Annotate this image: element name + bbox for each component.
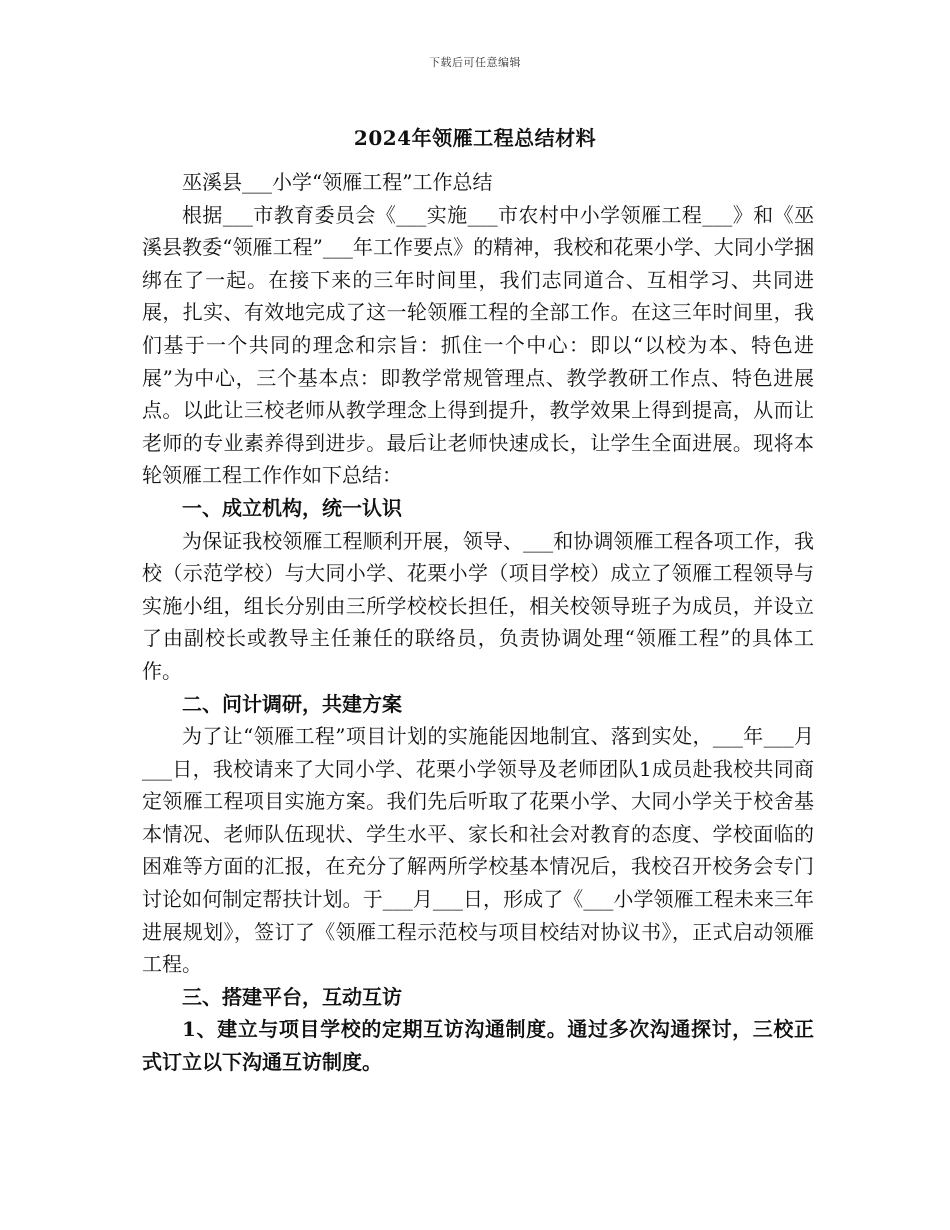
section-heading-1: 一、成立机构，统一认识 [182,495,402,520]
section-2-paragraph: 为了让“领雁工程”项目计划的实施能因地制宜、落到实处，___年___月___日，我校请来了大同小学、花栗小学领导及老师团队1成员赴我校共同商定领雁工程项目实施方案。我们先后听取了花栗小学、大同小学关于校舍基本情况、老师队伍现状、学生水平、家长和社会对教育的态度、学校面临的困难等方面的汇报，在充分了解两所学校基本情况后，我校召开校务会专门讨论如何制定帮扶计划。于___月___日，形成了《___小学领雁工程未来三年进展规划》，签订了《领雁工程示范校与项目校结对协议书》，正式启动领雁工程。 [142,724,814,977]
intro-paragraph: 根据___市教育委员会《___实施___市农村中小学领雁工程___》和《巫溪县教委“领雁工程”___年工作要点》的精神，我校和花栗小学、大同小学捆绑在了一起。在接下来的三年时间里，我们志同道合、互相学习、共同进展，扎实、有效地完成了这一轮领雁工程的全部工作。在这三年时间里，我们基于一个共同的理念和宗旨：抓住一个中心：即以“以校为本、特色进展”为中心，三个基本点：即教学常规管理点、教学教研工作点、特色进展点。以此让三校老师从教学理念上得到提升，教学效果上得到提高，从而让老师的专业素养得到进步。最后让老师快速成长，让学生全面进展。现将本轮领雁工程工作作如下总结： [142,202,814,488]
document-body [142,166,814,1079]
header-note: 下载后可任意编辑 [429,56,521,69]
section-1-paragraph: 为保证我校领雁工程顺利开展，领导、___和协调领雁工程各项工作，我校（示范学校）与大同小学、花栗小学（项目学校）成立了领雁工程领导与实施小组，组长分别由三所学校校长担任，相关校领导班子为成员，并设立了由副校长或教导主任兼任的联络员，负责协调处理“领雁工程”的具体工作。 [142,528,814,683]
document-title: 2024年领雁工程总结材料 [353,126,597,150]
section-heading-2: 二、问计调研，共建方案 [182,691,402,716]
section-3-item-1: 1、建立与项目学校的定期互访沟通制度。通过多次沟通探讨，三校正式订立以下沟通互访制度。 [142,1017,814,1075]
subtitle-line: 巫溪县___小学“领雁工程”工作总结 [182,170,493,194]
section-heading-3: 三、搭建平台，互动互访 [182,984,402,1009]
